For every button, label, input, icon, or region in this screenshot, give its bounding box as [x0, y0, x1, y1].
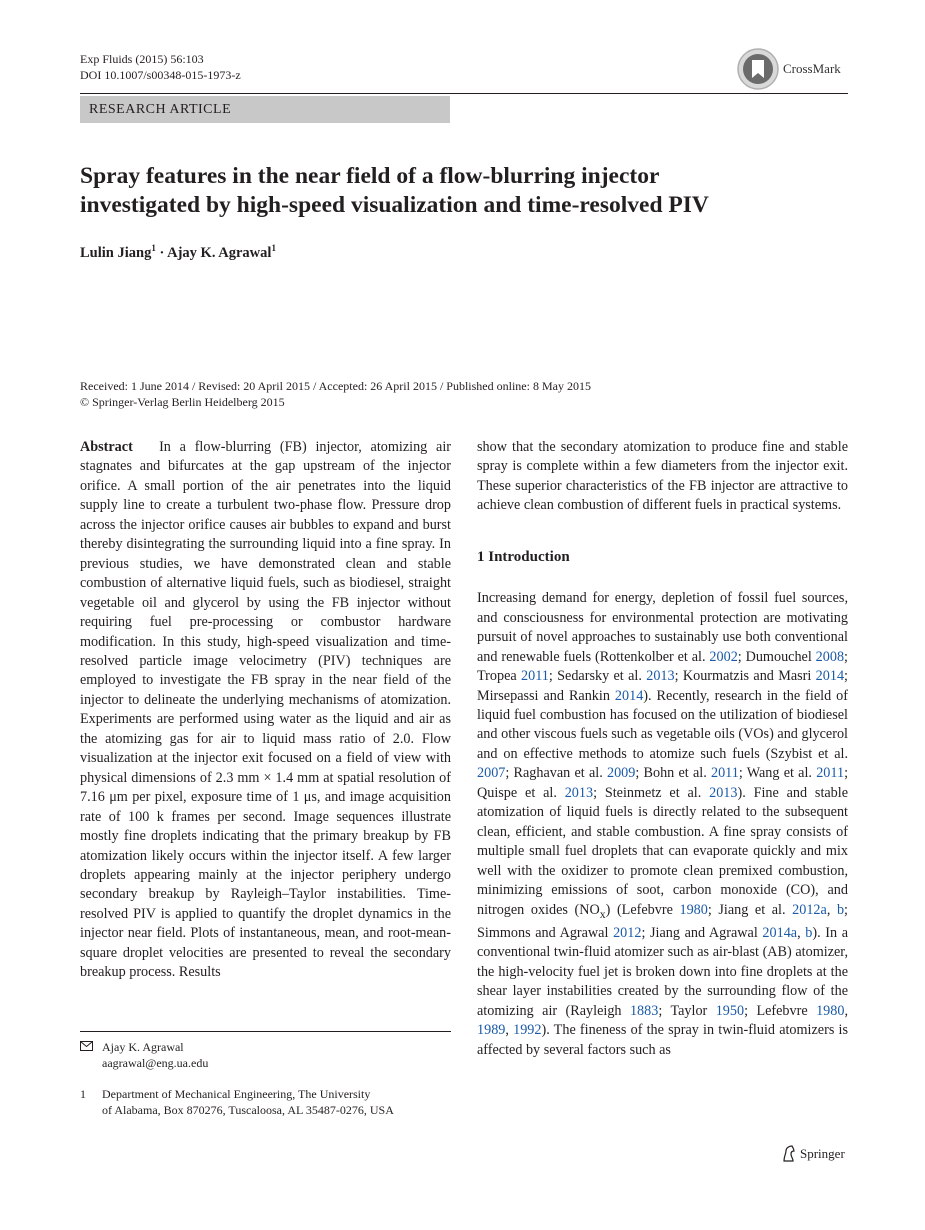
citation-link[interactable]: b [805, 924, 813, 941]
crossmark-badge[interactable] [736, 46, 841, 92]
citation-link[interactable]: 1980 [679, 901, 708, 918]
corresponding-author-name: Ajay K. Agrawal [102, 1040, 184, 1054]
springer-horse-icon [781, 1145, 796, 1162]
affiliation-mark: 1 [151, 243, 156, 253]
affiliation [80, 1086, 451, 1118]
copyright-line: © Springer-Verlag Berlin Heidelberg 2015 [80, 395, 285, 409]
corresponding-author [80, 1039, 451, 1055]
crossmark-label: CrossMark [783, 61, 841, 76]
subscript: x [599, 906, 606, 921]
right-column [477, 438, 848, 1060]
affiliation-mark: 1 [271, 243, 276, 253]
citation-link[interactable]: 2012 [613, 924, 642, 941]
affiliation-line: Department of Mechanical Engineering, The University [102, 1087, 371, 1101]
author-list [80, 243, 276, 262]
citation-link[interactable]: 2011 [710, 765, 739, 782]
envelope-icon [80, 1039, 102, 1055]
paragraph-text: ; Tropea [477, 648, 848, 685]
paragraph-text: , [844, 1002, 848, 1019]
publisher-logo [781, 1145, 845, 1162]
citation-link[interactable]: 2008 [815, 648, 845, 665]
paragraph-text: ; Lefebvre [744, 1002, 817, 1019]
paragraph-text: ; Jiang and Agrawal [641, 924, 763, 941]
footnote-rule [80, 1031, 451, 1032]
citation-link[interactable]: 1992 [513, 1022, 542, 1039]
paragraph-text: , [797, 924, 806, 941]
citation-link[interactable]: 2014 [614, 687, 644, 704]
affiliation-mark: 1 [80, 1087, 86, 1101]
paragraph-text: ; Jiang et al. [707, 901, 793, 918]
paper-title [80, 162, 850, 220]
citation-link[interactable]: 2011 [816, 765, 845, 782]
citation-link[interactable]: 2012a [792, 901, 827, 918]
citation-link[interactable]: 2013 [564, 784, 594, 801]
citation-link[interactable]: 1950 [715, 1002, 745, 1019]
journal-citation: Exp Fluids (2015) 56:103 [80, 52, 204, 66]
author-separator: · [155, 244, 168, 261]
section-heading-introduction: 1 Introduction [477, 548, 570, 565]
journal-info [80, 51, 241, 83]
abstract-continuation: show that the secondary atomization to produce fine and stable spray is complete within a few diameters from the injector exit. These superior characteristics of the FB injector are attractive to achieve clean combustion of different fuels in practical systems. [477, 439, 848, 514]
title-line: investigated by high-speed visualization and time-resolved PIV [80, 192, 709, 218]
paragraph-text: ; Kourmatzis and Masri [674, 668, 816, 685]
paragraph-text: ). Recently, research in the field of liquid fuel combustion has focused on the utilization of biodiesel and other viscous fuels such as vegetable oils (VOs) and glycerol and on effective methods to atomize such fuels (Szybist et al. [477, 687, 848, 762]
paragraph-text: ; Quispe et al. [477, 765, 849, 801]
paragraph-text: ; Raghavan et al. [505, 765, 607, 782]
citation-link[interactable]: b [836, 901, 845, 918]
paragraph-text: , [826, 901, 837, 918]
paragraph-text: ; Wang et al. [738, 765, 817, 782]
author-name[interactable]: Lulin Jiang [80, 244, 152, 261]
citation-link[interactable]: 2011 [521, 668, 549, 685]
paragraph-text: ; Taylor [658, 1002, 716, 1019]
paragraph-text: ). In a conventional twin-fluid atomizer such as air-blast (AB) atomizer, the high-velocity fuel jet is broken down into fine droplets at the shear layer instabilities created by the surrounding flow of the atomizing air (Rayleigh [477, 924, 849, 1019]
footnotes [80, 1039, 451, 1118]
publication-dates [80, 378, 591, 410]
abstract [80, 438, 451, 983]
paragraph-text: ; Bohn et al. [635, 765, 711, 782]
paragraph-text: ; Simmons and Agrawal [477, 901, 848, 941]
paragraph-text: , [505, 1022, 514, 1039]
abstract-label: Abstract [80, 439, 133, 455]
paragraph-text: ). Fine and stable atomization of liquid fuels is directly related to the subsequent clean, efficient, and stable combustion. A fine spray consists of multiple small fuel droplets that can evaporate quickly and mix well with the oxidizer to promote clean premixed combustion, minimizing emissions of soot, carbon monoxide (CO), and nitrogen oxides (NO [477, 784, 849, 918]
citation-link[interactable]: 2002 [709, 648, 738, 665]
citation-link[interactable]: 2013 [646, 668, 675, 685]
citation-link[interactable]: 2013 [709, 784, 738, 801]
citation-link[interactable]: 1989 [477, 1022, 506, 1039]
paragraph-text: Increasing demand for energy, depletion of fossil fuel sources, and consciousness for environmental protection are motivating pursuit of novel approaches to sustainably use both conventional and renewable fuels (Rottenkolber et al. [477, 590, 848, 665]
introduction-paragraph [477, 589, 848, 1060]
paragraph-text: ; Sedarsky et al. [548, 668, 647, 685]
citation-link[interactable]: 2014 [815, 668, 845, 685]
citation-link[interactable]: 1883 [629, 1002, 659, 1019]
paragraph-text: ; Mirsepassi and Rankin [477, 668, 848, 704]
abstract-text: In a flow-blurring (FB) injector, atomizing air stagnates and bifurcates at the gap upstream of the injector orifice. A small portion of the air penetrates into the liquid supply line to create a turbulent two-phase flow. Pressure drop across the injector orifice causes air bubbles to expand and burst thereby disintegrating the surrounding liquid into a fine spray. In previous studies, we have demonstrated clean and stable combustion of alternative liquid fuels, such as biodiesel, straight vegetable oil and glycerol by using the FB injector without requiring fuel pre-processing or combustor hardware modification. In this study, high-speed visualization and time-resolved particle image velocimetry (PIV) techniques are employed to investigate the FB spray in the near field of the injector to delineate the underlying mechanisms of atomization. Experiments are performed using water as the liquid and air as the atomizing gas for air to liquid mass ratio of 2.0. Flow visualization at the injector exit focused on a field of view with physical dimensions of 2.3 mm × 1.4 mm at spatial resolution of 7.16 μm per pixel, exposure time of 1 μs, and image acquisition rate of 100 k frames per second. Image sequences illustrate mostly fine droplets indicating that the primary breakup by FB atomization likely occurs within the injector itself. A few larger droplets appearing mainly at the injector periphery undergo secondary breakup by Rayleigh–Taylor instabilities. Time-resolved PIV is applied to quantify the droplet dynamics in the injector near field. Plots of instantaneous, mean, and root-mean-square droplet velocities are presented to reveal the secondary breakup process. Results [80, 439, 451, 981]
corresponding-email[interactable]: aagrawal@eng.ua.edu [102, 1056, 209, 1070]
title-line: Spray features in the near field of a flow-blurring injector [80, 163, 660, 189]
date-history: Received: 1 June 2014 / Revised: 20 April 2015 / Accepted: 26 April 2015 / Published online: 8 May 2015 [80, 379, 591, 393]
citation-link[interactable]: 1980 [816, 1002, 845, 1019]
author-name[interactable]: Ajay K. Agrawal [167, 244, 272, 261]
left-column [80, 438, 451, 983]
affiliation-line: of Alabama, Box 870276, Tuscaloosa, AL 35487-0276, USA [102, 1103, 394, 1117]
paragraph-text: ). The fineness of the spray in twin-fluid atomizers is affected by several factors such as [477, 1022, 848, 1058]
citation-link[interactable]: 2009 [606, 765, 636, 782]
citation-link[interactable]: 2007 [477, 765, 506, 782]
publisher-name: Springer [800, 1145, 845, 1161]
header-rule [80, 93, 848, 94]
doi[interactable]: DOI 10.1007/s00348-015-1973-z [80, 68, 241, 82]
paragraph-text: ; Dumouchel [737, 648, 816, 665]
article-type-banner: RESEARCH ARTICLE [80, 96, 450, 123]
paragraph-text: ) (Lefebvre [605, 901, 680, 918]
crossmark-icon [736, 47, 780, 91]
paragraph-text: ; Steinmetz et al. [593, 784, 710, 801]
citation-link[interactable]: 2014a [762, 924, 798, 941]
